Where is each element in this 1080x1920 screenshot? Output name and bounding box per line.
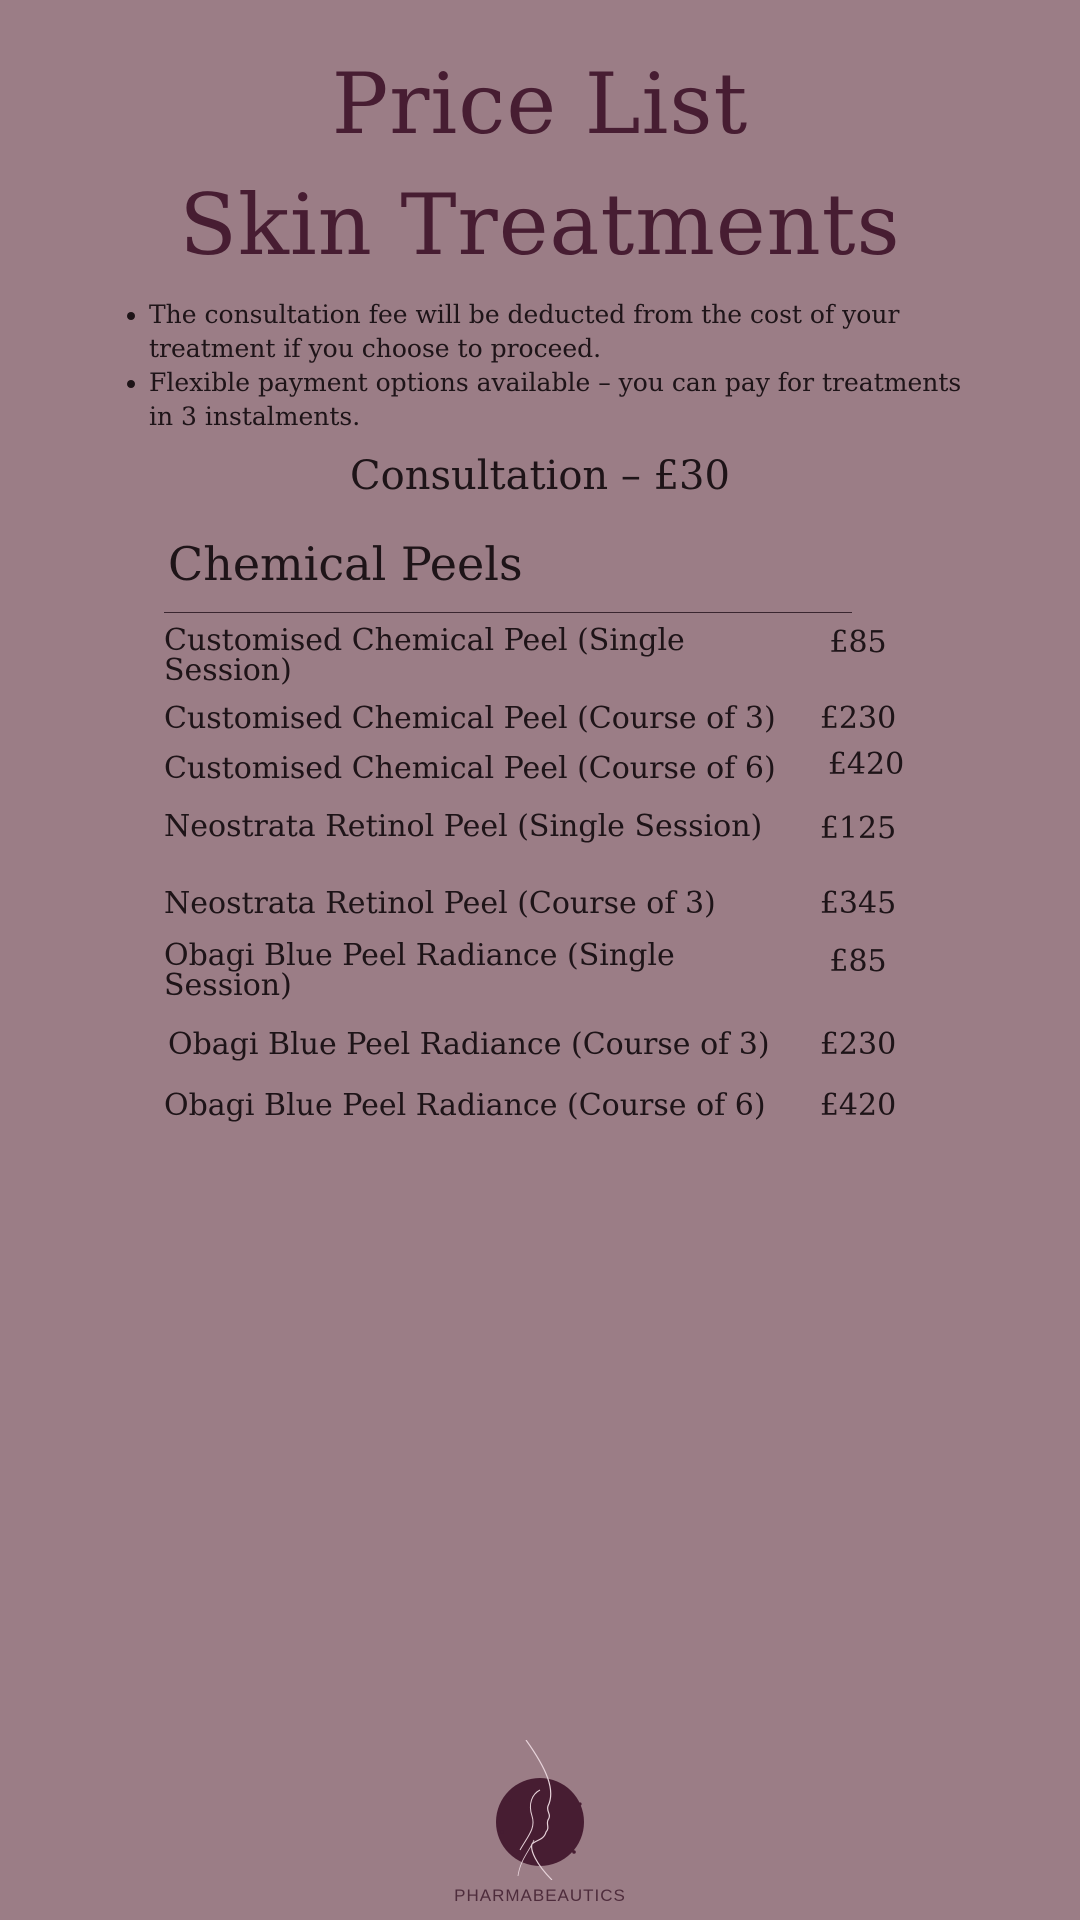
treatment-name: Customised Chemical Peel (Course of 3) xyxy=(164,701,776,736)
treatment-price: £85 xyxy=(829,625,887,660)
consultation-price: Consultation – £30 xyxy=(350,453,730,499)
treatment-price: £420 xyxy=(819,1088,897,1123)
section-title: Chemical Peels xyxy=(168,537,523,591)
treatment-price: £420 xyxy=(827,747,905,782)
page-title-line-2: Skin Treatments xyxy=(179,176,901,274)
treatment-name: Obagi Blue Peel Radiance (Course of 3) xyxy=(168,1027,770,1062)
section-divider xyxy=(164,612,852,613)
face-profile-logo-icon xyxy=(490,1740,590,1880)
note-item: • Flexible payment options available – you can pay for treatments in 3 instalments. xyxy=(149,366,979,434)
treatment-price: £125 xyxy=(819,811,897,846)
treatment-name: Customised Chemical Peel (Single Session) xyxy=(164,623,685,688)
treatment-name: Customised Chemical Peel (Course of 6) xyxy=(164,751,776,786)
page-title-line-1: Price List xyxy=(331,55,749,153)
treatment-name: Obagi Blue Peel Radiance (Course of 6) xyxy=(164,1088,766,1123)
treatment-name: Neostrata Retinol Peel (Course of 3) xyxy=(164,886,716,921)
treatment-name: Obagi Blue Peel Radiance (Single Session) xyxy=(164,938,675,1003)
notes-list xyxy=(125,298,979,434)
treatment-price: £85 xyxy=(829,944,887,979)
brand-name: PHARMABEAUTICS xyxy=(454,1886,626,1905)
note-item: • The consultation fee will be deducted from the cost of your treatment if you choose to proceed. xyxy=(149,298,979,366)
treatment-price: £345 xyxy=(819,886,897,921)
treatment-price: £230 xyxy=(819,1027,897,1062)
treatment-name: Neostrata Retinol Peel (Single Session) xyxy=(164,809,763,844)
brand-logo xyxy=(0,1740,1080,1906)
treatment-price: £230 xyxy=(819,701,897,736)
